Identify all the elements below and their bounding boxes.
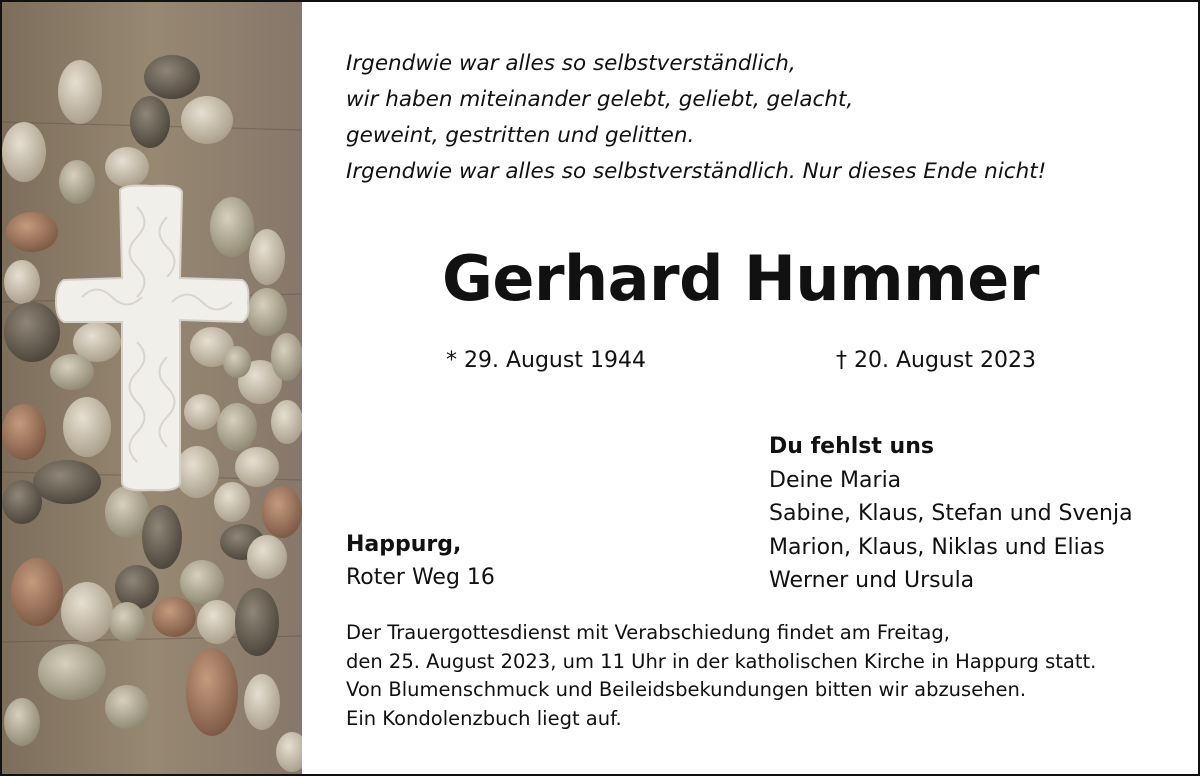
verse-line: Irgendwie war alles so selbstverständlich, bbox=[346, 51, 796, 76]
mourners-list bbox=[769, 430, 1133, 598]
deceased-name: Gerhard Hummer bbox=[442, 242, 1039, 315]
cross-on-stones-icon bbox=[2, 2, 302, 774]
mourner-name: Sabine, Klaus, Stefan und Svenja bbox=[769, 501, 1133, 526]
mourner-name: Werner und Ursula bbox=[769, 568, 975, 593]
address-city: Happurg, bbox=[346, 532, 462, 557]
mourners-heading: Du fehlst uns bbox=[769, 434, 934, 459]
mourner-name: Deine Maria bbox=[769, 467, 902, 493]
verse-line: geweint, gestritten und gelitten. bbox=[346, 123, 695, 148]
cross-on-stones-image bbox=[2, 2, 302, 774]
service-line: Ein Kondolenzbuch liegt auf. bbox=[346, 706, 622, 730]
service-line: den 25. August 2023, um 11 Uhr in der katholischen Kirche in Happurg statt. bbox=[346, 649, 1097, 673]
mourner-name: Marion, Klaus, Niklas und Elias bbox=[769, 534, 1105, 560]
address-block bbox=[346, 528, 495, 594]
address-street: Roter Weg 16 bbox=[346, 565, 495, 590]
memorial-verse bbox=[346, 46, 1046, 190]
service-line: Der Trauergottesdienst mit Verabschiedung findet am Freitag, bbox=[346, 621, 950, 644]
verse-line: wir haben miteinander gelebt, geliebt, gelacht, bbox=[346, 87, 854, 112]
death-date: † 20. August 2023 bbox=[836, 348, 1036, 373]
service-line: Von Blumenschmuck und Beileidsbekundungen bitten wir abzusehen. bbox=[346, 678, 1027, 701]
funeral-service-info bbox=[346, 619, 1096, 733]
birth-date: * 29. August 1944 bbox=[446, 348, 646, 373]
verse-line: Irgendwie war alles so selbstverständlich. Nur dieses Ende nicht! bbox=[346, 159, 1047, 184]
